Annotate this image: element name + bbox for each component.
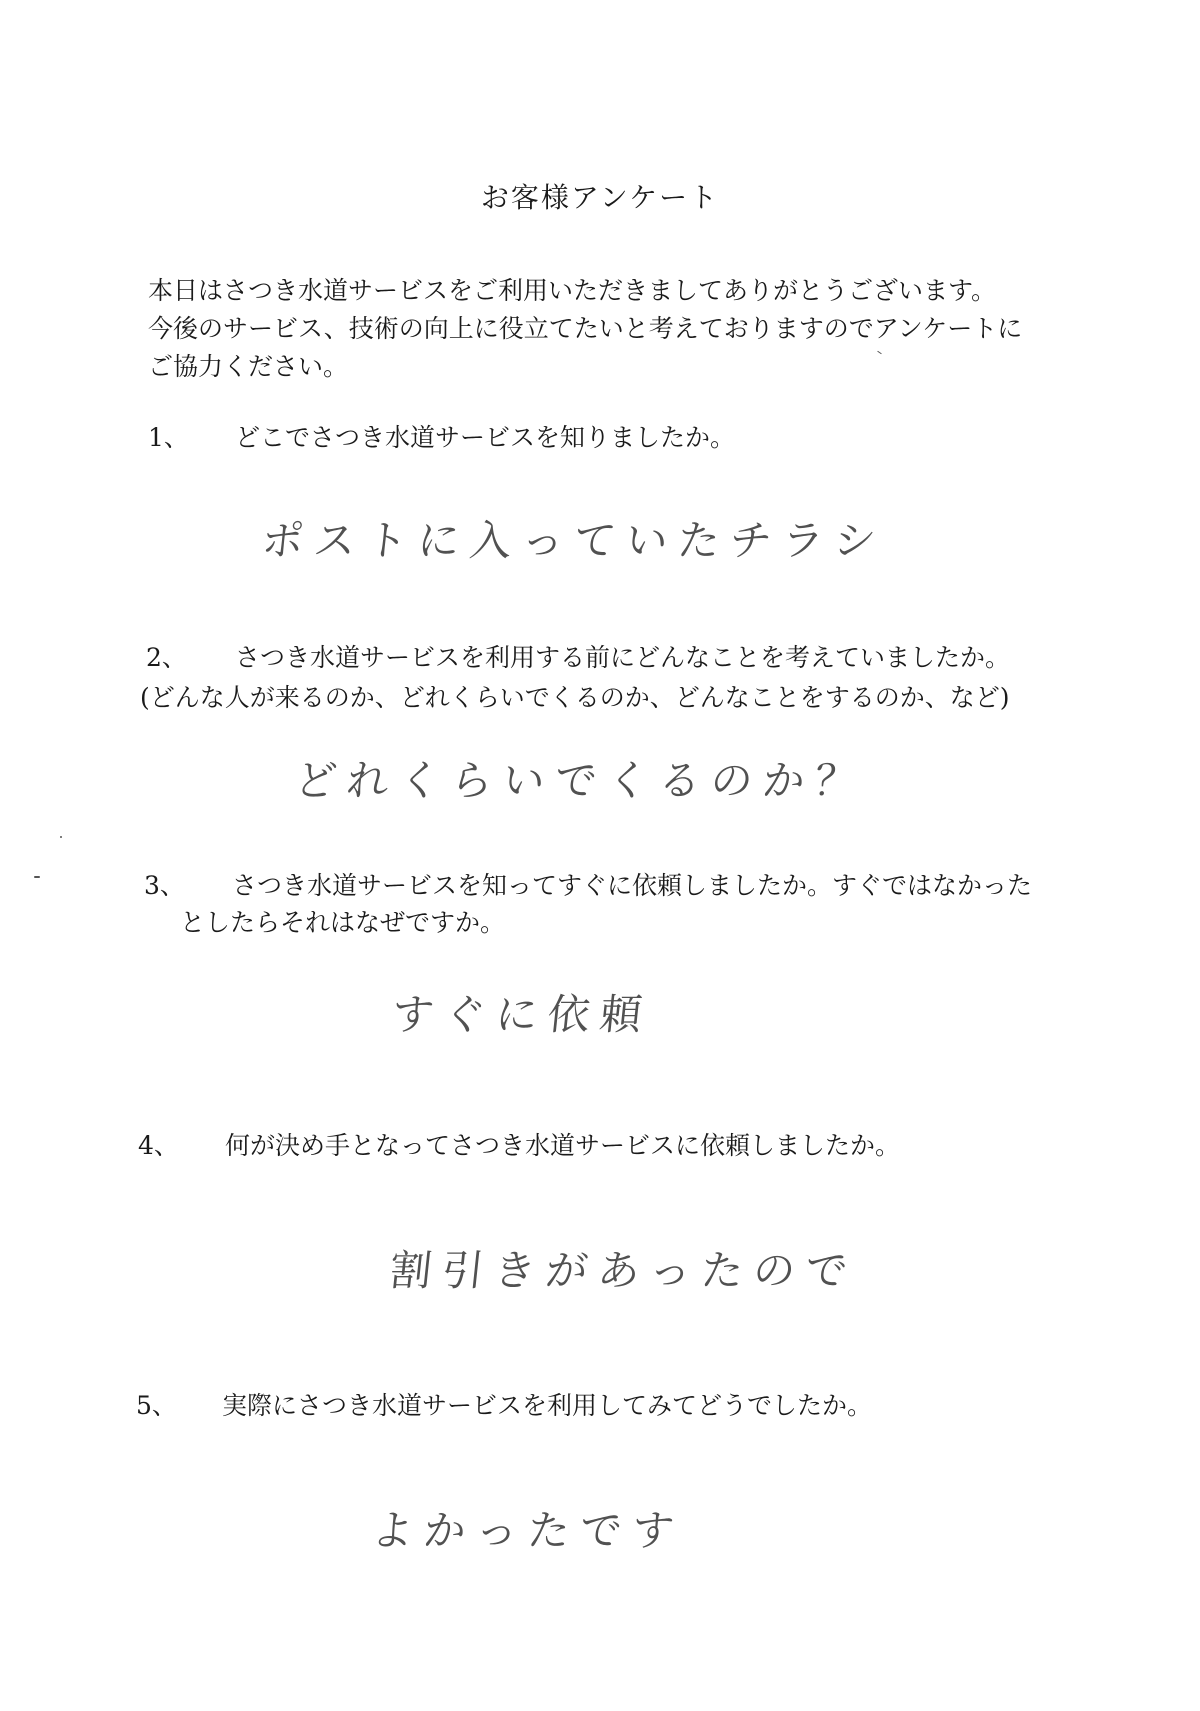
question-1-answer: ポストに入っていたチラシ xyxy=(259,516,889,565)
question-3-subtext: としたらそれはなぜですか。 xyxy=(180,908,506,937)
question-5-answer: よかったです xyxy=(369,1506,687,1555)
question-4-answer: 割引きがあったので xyxy=(387,1246,860,1295)
question-2-text: さつき水道サービスを利用する前にどんなことを考えていましたか。 xyxy=(235,643,1011,672)
question-2-subtext: (どんな人が来るのか、どれくらいでくるのか、どんなことをするのか、など) xyxy=(140,683,1010,712)
question-5-number: 5、 xyxy=(136,1391,177,1420)
scan-speck xyxy=(60,836,62,838)
page-title: お客様アンケート xyxy=(480,181,720,214)
question-2-number: 2、 xyxy=(146,643,187,672)
intro-line: 本日はさつき水道サービスをご利用いただきましてありがとうございます。 xyxy=(148,276,997,305)
question-2-answer: どれくらいでくるのか？ xyxy=(292,756,870,805)
intro-line: ご協力ください。 xyxy=(148,352,349,381)
question-3-text: さつき水道サービスを知ってすぐに依頼しましたか。すぐではなかった xyxy=(232,871,1033,900)
question-4-number: 4、 xyxy=(138,1131,179,1160)
question-3-number: 3、 xyxy=(144,871,185,900)
question-3-answer: すぐに依頼 xyxy=(389,990,655,1039)
question-1-number: 1、 xyxy=(148,423,189,452)
scan-speck xyxy=(34,876,40,878)
question-1-text: どこでさつき水道サービスを知りましたか。 xyxy=(235,423,736,452)
intro-line: 今後のサービス、技術の向上に役立てたいと考えておりますのでアンケートに xyxy=(148,314,1023,343)
question-4-text: 何が決め手となってさつき水道サービスに依頼しましたか。 xyxy=(225,1131,901,1160)
question-5-text: 実際にさつき水道サービスを利用してみてどうでしたか。 xyxy=(222,1391,873,1420)
intro-paragraph xyxy=(148,272,1048,386)
